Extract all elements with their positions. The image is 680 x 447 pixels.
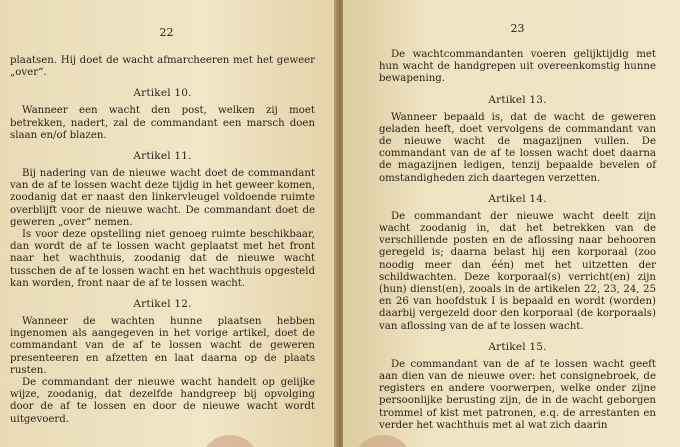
article-13-heading: Artikel 13.	[488, 93, 547, 106]
article-11-heading: Artikel 11.	[133, 150, 192, 163]
article-15-paragraph: De commandant van de af te lossen wacht geeft aan dien van de nieuwe over: het consignebroek, de registers en andere voorwerpen, welke onder zijne persoonlijke berusting zijn, de in de wacht geborgen trommel of kist met patronen, e.q. de arrestanten en verder het wachthuis met al wat zich daarin	[379, 358, 656, 431]
opening-paragraph-right: De wachtcommandanten voeren gelijktijdig met hun wacht de handgrepen uit overeenkomstig hunne bewapening.	[379, 49, 656, 85]
page-number-left: 22	[159, 26, 174, 39]
article-12-paragraph-1: Wanneer de wachten hunne plaatsen hebben ingenomen als aangegeven in het vorige artikel, doet de commandant van de af te lossen wacht de geweren presenteeren en afzetten en laat daarna op de plaats rusten.	[10, 316, 315, 376]
article-12-heading: Artikel 12.	[133, 298, 192, 311]
article-11-paragraph-2: Is voor deze opstelling niet genoeg ruimte beschikbaar, dan wordt de af te lossen wacht geplaatst met het front naar het wachthuis, zoodanig dat de nieuwe wacht tusschen de af te lossen wacht en het wachthuis opgesteld kan worden, front naar de af te lossen wacht.	[10, 229, 315, 289]
article-13-paragraph: Wanneer bepaald is, dat de wacht de geweren geladen heeft, doet vervolgens de commandant van de nieuwe wacht de magazijnen vullen. De commandant van de af te lossen wacht doet daarna de magazijnen ledigen, tenzij bepaalde bevelen of omstandigheden zich daartegen verzetten.	[379, 111, 656, 184]
article-12-paragraph-2: De commandant der nieuwe wacht handelt op gelijke wijze, zoodanig, dat dezelfde handgreep bij opvolging door de af te lossen en door de nieuwe wacht wordt uitgevoerd.	[10, 377, 315, 425]
right-page	[343, 0, 680, 447]
article-15-heading: Artikel 15.	[488, 340, 547, 353]
article-14-heading: Artikel 14.	[488, 192, 547, 205]
article-10-heading: Artikel 10.	[133, 87, 192, 100]
opening-paragraph-left: plaatsen. Hij doet de wacht afmarcheeren met het geweer „over“.	[10, 55, 315, 79]
article-10-paragraph: Wanneer een wacht den post, welken zij moet betrekken, nadert, zal de commandant een marsch doen slaan en/of blazen.	[10, 105, 315, 141]
article-14-paragraph: De commandant der nieuwe wacht deelt zijn wacht zoodanig in, dat het betrekken van de verschillende posten en de aflossing naar behooren geregeld is; daarna belast hij een korporaal (zoo noodig meer dan één) met het uitzetten der schildwachten. Deze korporaal(s) verricht(en) zijn (hun) dienst(en), zooals in de artikelen 22, 23, 24, 25 en 26 van hoofdstuk I is bepaald en wordt (worden) daarbij vergezeld door den korporaal (de korporaals) van aflossing van de af te lossen wacht.	[379, 210, 656, 332]
thumb-shadow-right	[353, 435, 413, 447]
left-page	[0, 0, 337, 447]
thumb-shadow-left	[200, 435, 260, 447]
article-11-paragraph-1: Bij nadering van de nieuwe wacht doet de commandant van de af te lossen wacht deze tijdig in het geweer komen, zoodanig dat er naast den linkervleugel voldoende ruimte overblijft voor de nieuwe wacht. De commandant doet de geweren „over“ nemen.	[10, 168, 315, 228]
page-number-right: 23	[510, 22, 525, 35]
